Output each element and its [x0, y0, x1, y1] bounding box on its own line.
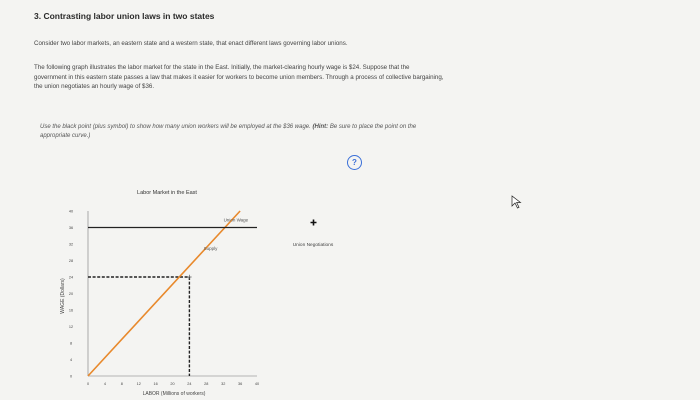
y-tick-label: 20: [68, 291, 74, 296]
scenario-line-2: government in this eastern state passes a law that makes it easier for workers to become union members. Through a process of collective bargaining,: [34, 73, 444, 81]
y-tick-label: 36: [68, 225, 74, 230]
x-axis-label: LABOR (Millions of workers): [142, 391, 206, 397]
x-tick-label: 0: [86, 382, 90, 386]
y-tick-label: 8: [69, 341, 73, 346]
x-tick-label: 12: [136, 382, 141, 386]
x-tick-label: 8: [120, 382, 123, 386]
hint-body: Be sure to place the point on the: [328, 124, 417, 130]
mouse-cursor-icon: [512, 196, 521, 208]
x-tick-label: 24: [187, 382, 192, 386]
x-tick-label: 36: [237, 382, 243, 386]
x-tick-label: 40: [254, 382, 260, 386]
y-tick-label: 28: [68, 258, 74, 263]
y-tick-label: 4: [69, 357, 73, 362]
hint-label: (Hint:: [312, 124, 329, 130]
x-tick-label: 32: [221, 382, 226, 386]
y-tick-label: 0: [69, 374, 73, 379]
y-axis-label: WAGE (Dollars): [60, 278, 66, 314]
help-icon[interactable]: ?: [347, 155, 362, 170]
question-heading: 3. Contrasting labor union laws in two states: [34, 11, 215, 21]
intro-text: Consider two labor markets, an eastern state and a western state, that enact different laws governing labor unions.: [34, 40, 348, 47]
plot-area[interactable]: [69, 209, 259, 386]
chart-title: Labor Market in the East: [137, 190, 197, 196]
y-tick-label: 40: [68, 209, 74, 214]
y-tick-label: 24: [68, 275, 74, 280]
palette-label: Union Negotiations: [292, 243, 334, 248]
x-tick-label: 16: [153, 382, 158, 386]
x-tick-label: 4: [103, 382, 106, 386]
scenario-line-3: the union negotiates an hourly wage of $36.: [34, 83, 155, 91]
union-negotiations-tool[interactable]: [293, 220, 334, 249]
y-tick-label: 12: [68, 324, 74, 329]
instruction-line-2: appropriate curve.): [40, 133, 91, 140]
instruction-prefix: Use the black point (plus symbol) to show how many union workers will be employed at the $36 wage.: [40, 124, 313, 130]
x-tick-label: 20: [170, 382, 175, 386]
supply-line: [88, 211, 240, 376]
union-wage-label: Union Wage: [223, 217, 249, 223]
y-tick-label: 16: [68, 308, 74, 313]
scenario-line-1: The following graph illustrates the labor market for the state in the East. Initially, the market-clearing hourly wage is $24. Suppose that the: [34, 64, 410, 71]
equilibrium-marker: [187, 275, 191, 279]
black-plus-point-icon[interactable]: [311, 220, 317, 226]
y-tick-label: 32: [68, 242, 74, 247]
x-tick-label: 28: [204, 382, 209, 386]
supply-curve-label: Supply: [203, 245, 218, 251]
